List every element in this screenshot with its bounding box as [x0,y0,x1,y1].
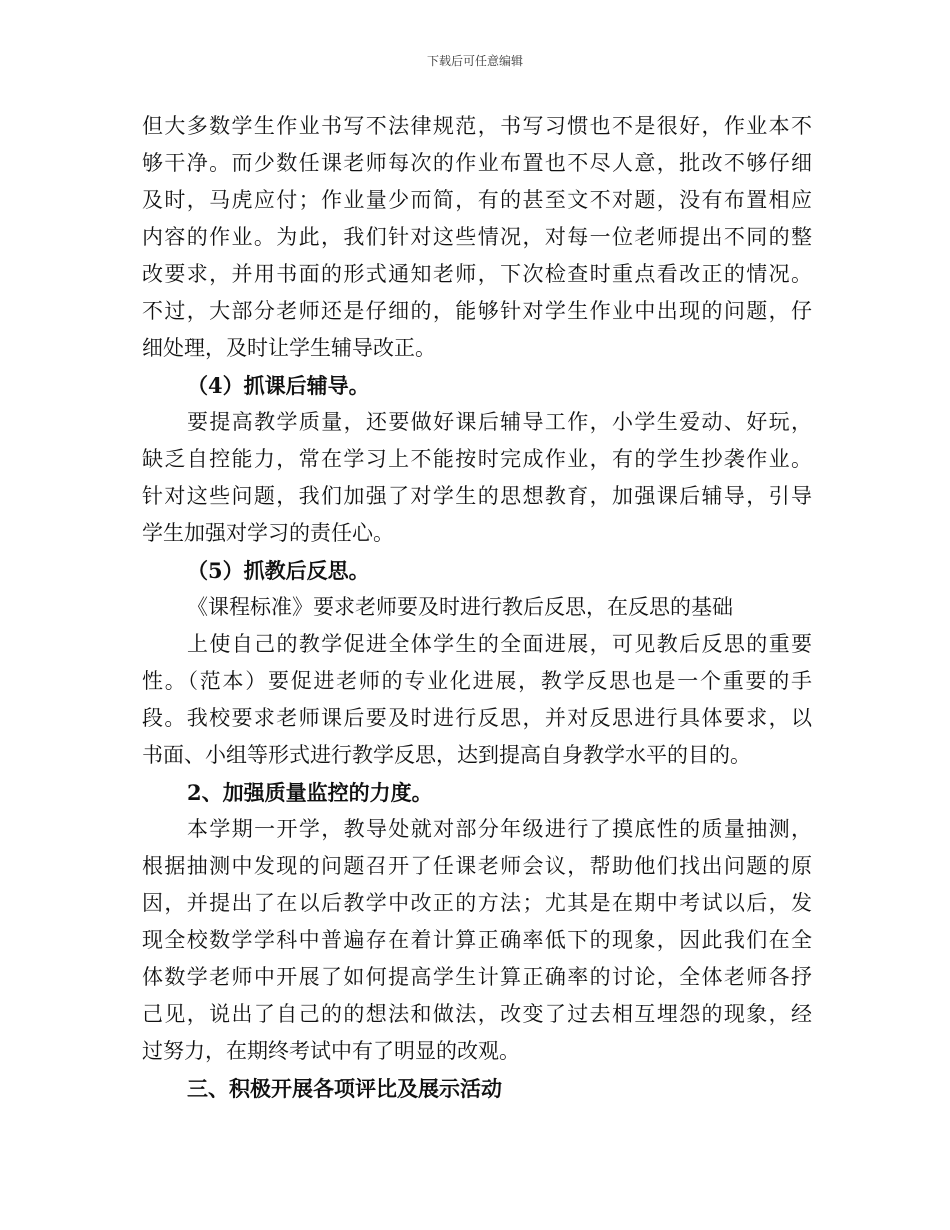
text-line: 针对这些问题，我们加强了对学生的思想教育，加强课后辅导，引导 [142,484,812,508]
text-line: 学生加强对学习的责任心。 [142,521,394,545]
body-paragraph [142,404,812,552]
body-paragraph [142,811,812,1070]
body-paragraph [142,626,812,774]
section-heading [142,1070,812,1107]
text-line: 《课程标准》要求老师要及时进行教后反思，在反思的基础 [187,595,733,619]
text-line: 性。（范本）要促进老师的专业化进展，教学反思也是一个重要的手 [142,669,812,693]
text-line: 2、加强质量监控的力度。 [187,780,433,805]
text-line: 三、积极开展各项评比及展示活动 [187,1076,502,1101]
text-line: 现全校数学学科中普遍存在着计算正确率低下的现象，因此我们在全 [142,928,812,952]
text-line: 段。我校要求老师课后要及时进行反思，并对反思进行具体要求，以 [142,706,812,730]
section-heading [142,774,812,811]
section-heading [142,367,812,404]
text-line: 不过，大部分老师还是仔细的，能够针对学生作业中出现的问题，仔 [142,299,812,323]
page-header: 下载后可任意编辑 [426,54,523,68]
text-line: 本学期一开学，教导处就对部分年级进行了摸底性的质量抽测， [187,817,812,841]
text-line: 己见，说出了自己的的想法和做法，改变了过去相互埋怨的现象，经 [142,1002,812,1026]
text-line: 但大多数学生作业书写不法律规范，书写习惯也不是很好，作业本不 [142,114,812,138]
text-line: 上使自己的教学促进全体学生的全面进展，可见教后反思的重要 [187,632,812,656]
text-line: 够干净。而少数任课老师每次的作业布置也不尽人意，批改不够仔细 [142,151,812,175]
text-line: 要提高教学质量，还要做好课后辅导工作，小学生爱动、好玩， [187,410,812,434]
text-line: （5）抓教后反思。 [187,558,370,583]
text-line: 缺乏自控能力，常在学习上不能按时完成作业，有的学生抄袭作业。 [142,447,812,471]
text-line: 根据抽测中发现的问题召开了任课老师会议，帮助他们找出问题的原 [142,854,812,878]
text-line: （4）抓课后辅导。 [187,373,370,398]
text-line: 及时，马虎应付；作业量少而简，有的甚至文不对题，没有布置相应 [142,188,812,212]
body-paragraph [142,108,812,367]
text-line: 细处理，及时让学生辅导改正。 [142,336,436,360]
text-line: 体数学老师中开展了如何提高学生计算正确率的讨论，全体老师各抒 [142,965,812,989]
text-line: 书面、小组等形式进行教学反思，达到提高自身教学水平的目的。 [142,743,751,767]
text-line: 过努力，在期终考试中有了明显的改观。 [142,1039,520,1063]
text-line: 改要求，并用书面的形式通知老师，下次检查时重点看改正的情况。 [142,262,812,286]
document-body [142,108,812,1107]
text-line: 内容的作业。为此，我们针对这些情况，对每一位老师提出不同的整 [142,225,812,249]
body-paragraph [142,589,812,626]
section-heading [142,552,812,589]
text-line: 因，并提出了在以后教学中改正的方法；尤其是在期中考试以后，发 [142,891,812,915]
